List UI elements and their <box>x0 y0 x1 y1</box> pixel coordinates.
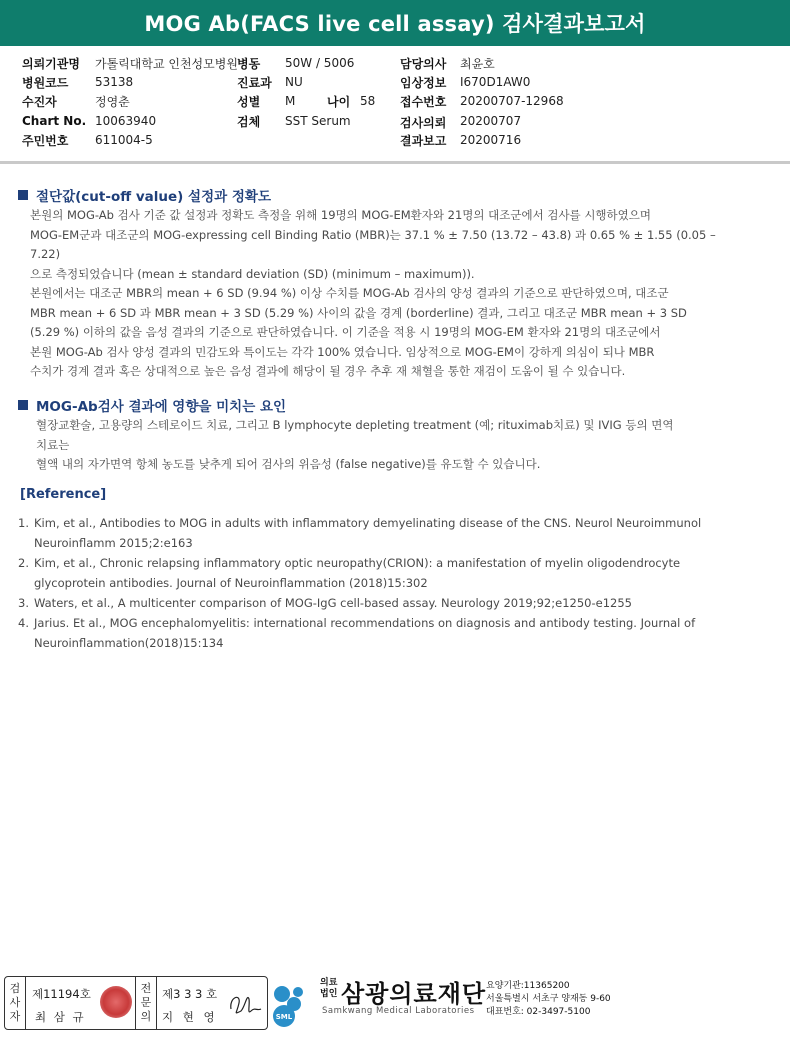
reference-item <box>18 593 718 613</box>
org-english-name: Samkwang Medical Laboratories <box>322 1006 475 1016</box>
reference-item <box>18 513 718 553</box>
clinical-info-value: I670D1AW0 <box>460 75 531 89</box>
factors-heading-text: MOG-Ab검사 결과에 영향을 미치는 요인 <box>36 399 287 415</box>
dept-value: NU <box>285 75 303 89</box>
cutoff-line: 본원에서는 대조군 MBR의 mean + 6 SD (9.94 %) 이상 수치를 MOG-Ab 검사의 양성 결과의 기준으로 판단하였으며, 대조군 <box>30 286 669 300</box>
specialist-signature-icon <box>227 989 265 1019</box>
org-phone: 대표번호: 02-3497-5100 <box>486 1007 591 1017</box>
factors-line: 혈액 내의 자가면역 항체 농도를 낮추게 되어 검사의 위음성 (false negative)를 유도할 수 있습니다. <box>36 457 541 471</box>
reference-list <box>18 513 718 653</box>
patient-info-panel <box>0 46 790 164</box>
cutoff-line: MBR mean + 6 SD 과 MBR mean + 3 SD (5.29 %) 사이의 값을 경계 (borderline) 결과, 그리고 대조군 MBR mean + 3 SD <box>30 305 687 320</box>
reference-number: 3. <box>18 596 29 610</box>
hospital-code-label: 병원코드 <box>22 75 69 90</box>
chart-no-value: 10063940 <box>95 114 157 128</box>
institution-label: 의뢰기관명 <box>22 56 80 71</box>
cutoff-section-body <box>30 206 730 382</box>
specialist-license-no: 제3 3 3 호 <box>162 987 218 1001</box>
examiner-name: 최 삼 규 <box>35 1010 86 1024</box>
factors-section-heading <box>18 395 286 415</box>
section-bullet-icon <box>18 190 28 200</box>
report-date-value: 20200716 <box>460 133 522 147</box>
chart-no-label: Chart No. <box>22 114 87 128</box>
examiner-license-no: 제11194호 <box>32 987 91 1001</box>
factors-line: 치료는 <box>36 437 70 452</box>
sex-value: M <box>285 94 296 108</box>
cutoff-line: 수치가 경계 결과 혹은 상대적으로 높은 음성 결과에 해당이 될 경우 추후 재 채혈을 통한 재검이 도움이 될 수 있습니다. <box>30 364 626 378</box>
cutoff-line: 7.22) <box>30 247 61 261</box>
specimen-label: 검체 <box>237 114 261 129</box>
factors-section-body <box>36 416 736 475</box>
reference-text: Waters, et al., A multicenter comparison of MOG-IgG cell-based assay. Neurology 2019;92;e1250-e1255 <box>34 596 632 610</box>
reference-text: Neuroinflammation(2018)15:134 <box>34 636 224 650</box>
org-prefix: 의료 법인 <box>320 978 338 999</box>
request-date-value: 20200707 <box>460 114 522 128</box>
report-date-label: 결과보고 <box>400 133 447 148</box>
examiner-label: 검 사 자 <box>9 982 21 1023</box>
examiner-seal-icon <box>100 986 132 1018</box>
factors-line: 혈장교환술, 고용량의 스테로이드 치료, 그리고 B lymphocyte depleting treatment (예; rituximab치료) 및 IVIG 등의 면역 <box>36 418 674 432</box>
report-title: MOG Ab(FACS live cell assay) 검사결과보고서 <box>0 0 790 46</box>
cutoff-line: MOG-EM군과 대조군의 MOG-expressing cell Binding Ratio (MBR)는 37.1 % ± 7.50 (13.72 – 43.8) 과 0.65 % ± 1.55 (0.05 – <box>30 227 716 242</box>
sex-label: 성별 <box>237 94 261 109</box>
specialist-name: 지 현 영 <box>162 1010 218 1024</box>
institution-value: 가톨릭대학교 인천성모병원 <box>95 56 238 71</box>
reference-number: 4. <box>18 616 29 630</box>
age-value: 58 <box>360 94 376 108</box>
reference-text: Kim, et al., Chronic relapsing inflammatory optic neuropathy(CRION): a manifestation of myelin oligodendrocyte <box>34 556 681 570</box>
reference-item <box>18 613 718 653</box>
receipt-value: 20200707-12968 <box>460 94 564 108</box>
reference-text: Kim, et al., Antibodies to MOG in adults with inflammatory demyelinating disease of the CNS. Neurol Neuroimmunol <box>34 516 702 530</box>
ward-label: 병동 <box>237 56 261 71</box>
cutoff-line: 으로 측정되었습니다 (mean ± standard deviation (SD) (minimum – maximum)). <box>30 266 475 281</box>
doctor-value: 최윤호 <box>460 56 495 71</box>
section-bullet-icon <box>18 400 28 410</box>
age-label: 나이 <box>327 94 351 109</box>
receipt-label: 접수번호 <box>400 94 447 109</box>
reference-heading: [Reference] <box>20 487 107 502</box>
sml-logo-icon <box>272 980 312 1028</box>
reference-item <box>18 553 718 593</box>
cutoff-line: 본원의 MOG-Ab 검사 기준 값 설정과 정확도 측정을 위해 19명의 MOG-EM환자와 21명의 대조군에서 검사를 시행하였으며 <box>30 208 651 222</box>
cutoff-section-heading <box>18 185 271 205</box>
cutoff-line: (5.29 %) 이하의 값을 음성 결과의 기준으로 판단하였습니다. 이 기준을 적용 시 19명의 MOG-EM 환자와 21명의 대조군에서 <box>30 325 661 339</box>
reference-text: Neuroinflamm 2015;2:e163 <box>34 536 193 550</box>
rrn-label: 주민번호 <box>22 133 69 148</box>
org-address: 서울특별시 서초구 양재동 9-60 <box>486 994 611 1004</box>
rrn-value: 611004-5 <box>95 133 153 147</box>
org-code: 요양기관:11365200 <box>486 981 570 991</box>
cutoff-line: 본원 MOG-Ab 검사 양성 결과의 민감도와 특이도는 각각 100% 였습니다. 임상적으로 MOG-EM이 강하게 의심이 되나 MBR <box>30 344 655 359</box>
specimen-value: SST Serum <box>285 114 351 128</box>
reference-number: 1. <box>18 516 29 530</box>
org-contact-info <box>486 980 611 1019</box>
ward-value: 50W / 5006 <box>285 56 355 70</box>
report-footer <box>0 970 790 1040</box>
reference-text: Jarius. Et al., MOG encephalomyelitis: international recommendations on diagnosis and antibody testing. Journal of <box>34 616 696 630</box>
patient-label: 수진자 <box>22 94 57 109</box>
cutoff-heading-text: 절단값(cut-off value) 설정과 정확도 <box>36 189 271 205</box>
org-name: 삼광의료재단 <box>341 980 487 1008</box>
patient-value: 정영춘 <box>95 94 130 109</box>
specialist-label: 전 문 의 <box>140 982 152 1023</box>
hospital-code-value: 53138 <box>95 75 134 89</box>
request-date-label: 검사의뢰 <box>400 116 447 130</box>
reference-number: 2. <box>18 556 29 570</box>
logo-text: SML <box>275 1013 293 1021</box>
signature-box <box>4 976 268 1030</box>
clinical-info-label: 임상정보 <box>400 75 447 90</box>
reference-text: glycoprotein antibodies. Journal of Neuroinflammation (2018)15:302 <box>34 576 428 590</box>
doctor-label: 담당의사 <box>400 56 447 71</box>
dept-label: 진료과 <box>237 75 272 90</box>
